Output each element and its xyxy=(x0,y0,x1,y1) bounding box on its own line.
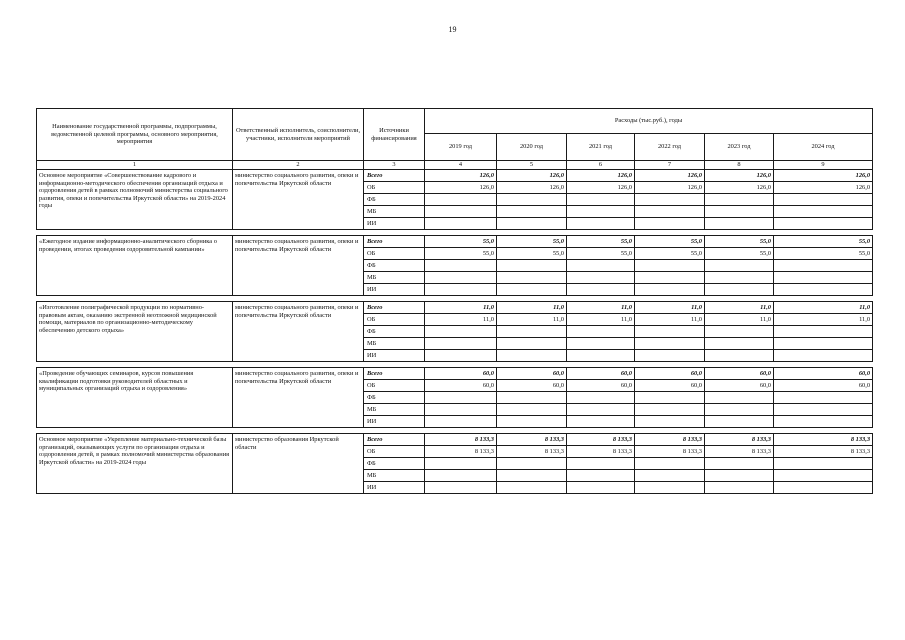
expense-value: 8 133,3 xyxy=(567,434,635,446)
expense-value xyxy=(635,458,705,470)
funding-source: МБ xyxy=(364,470,425,482)
expense-value xyxy=(567,206,635,218)
expense-value xyxy=(567,194,635,206)
header-source: Источники финансирования xyxy=(364,109,425,161)
table-row xyxy=(37,170,873,182)
expense-value xyxy=(497,350,567,362)
funding-source: Всего xyxy=(364,368,425,380)
expense-value xyxy=(567,326,635,338)
column-number: 2 xyxy=(233,161,364,170)
funding-source: МБ xyxy=(364,272,425,284)
expense-value: 60,0 xyxy=(705,368,774,380)
expense-value xyxy=(705,416,774,428)
expense-value xyxy=(635,350,705,362)
expense-value: 60,0 xyxy=(425,368,497,380)
expense-value xyxy=(705,470,774,482)
expense-value xyxy=(497,326,567,338)
expense-value: 126,0 xyxy=(635,182,705,194)
expense-value xyxy=(774,482,873,494)
expense-value: 11,0 xyxy=(774,314,873,326)
expense-value xyxy=(705,260,774,272)
expense-value: 55,0 xyxy=(635,248,705,260)
expense-value xyxy=(705,326,774,338)
funding-source: ОБ xyxy=(364,182,425,194)
expense-value: 11,0 xyxy=(705,314,774,326)
funding-source: Всего xyxy=(364,302,425,314)
column-number: 3 xyxy=(364,161,425,170)
funding-source: МБ xyxy=(364,206,425,218)
expense-value xyxy=(774,350,873,362)
page-number: 19 xyxy=(448,25,457,34)
expense-value: 11,0 xyxy=(567,314,635,326)
funding-source: ОБ xyxy=(364,380,425,392)
expense-value: 8 133,3 xyxy=(635,434,705,446)
expense-value: 126,0 xyxy=(774,170,873,182)
expense-value xyxy=(425,416,497,428)
funding-source: ФБ xyxy=(364,260,425,272)
expense-value xyxy=(567,350,635,362)
funding-source: Всего xyxy=(364,434,425,446)
expense-value xyxy=(635,392,705,404)
expense-value: 8 133,3 xyxy=(425,434,497,446)
expense-value xyxy=(425,260,497,272)
funding-source: ИИ xyxy=(364,350,425,362)
expense-value xyxy=(635,404,705,416)
expense-value: 60,0 xyxy=(497,368,567,380)
expense-value: 8 133,3 xyxy=(497,434,567,446)
expense-value: 126,0 xyxy=(705,182,774,194)
expense-value: 11,0 xyxy=(497,302,567,314)
funding-source: ИИ xyxy=(364,416,425,428)
expense-value: 55,0 xyxy=(567,236,635,248)
expense-value: 126,0 xyxy=(705,170,774,182)
expense-value xyxy=(635,272,705,284)
expense-value: 11,0 xyxy=(425,302,497,314)
expense-value: 8 133,3 xyxy=(774,446,873,458)
expense-value xyxy=(425,326,497,338)
expense-value: 8 133,3 xyxy=(774,434,873,446)
expense-value xyxy=(774,194,873,206)
expense-value xyxy=(635,218,705,230)
expense-value: 126,0 xyxy=(635,170,705,182)
funding-source: ОБ xyxy=(364,248,425,260)
expense-value xyxy=(774,404,873,416)
expense-value xyxy=(497,404,567,416)
expense-value xyxy=(425,194,497,206)
header-name: Наименование государственной программы, подпрограммы, ведомственной целевой программы, основного мероприятия, мероприятия xyxy=(37,109,233,161)
expense-value xyxy=(497,272,567,284)
column-number: 9 xyxy=(774,161,873,170)
expense-value xyxy=(567,392,635,404)
expense-value xyxy=(567,416,635,428)
expense-value xyxy=(497,194,567,206)
expense-value xyxy=(705,350,774,362)
expense-value xyxy=(497,284,567,296)
expense-value xyxy=(497,260,567,272)
table-row xyxy=(37,368,873,380)
funding-source: МБ xyxy=(364,338,425,350)
expense-value: 126,0 xyxy=(567,170,635,182)
expense-value xyxy=(705,338,774,350)
expense-value xyxy=(635,326,705,338)
column-number: 4 xyxy=(425,161,497,170)
expense-value xyxy=(705,218,774,230)
funding-source: Всего xyxy=(364,236,425,248)
expense-value xyxy=(705,482,774,494)
expense-value: 55,0 xyxy=(774,248,873,260)
expense-value xyxy=(425,482,497,494)
expense-value xyxy=(567,260,635,272)
expense-value xyxy=(497,218,567,230)
expense-value xyxy=(497,416,567,428)
activity-executor: министерство социального развития, опеки и попечительства Иркутской области xyxy=(233,368,364,428)
expense-value xyxy=(774,326,873,338)
expense-value: 11,0 xyxy=(705,302,774,314)
expense-value: 55,0 xyxy=(425,248,497,260)
expense-value: 55,0 xyxy=(635,236,705,248)
expense-value xyxy=(635,416,705,428)
expense-value xyxy=(635,482,705,494)
header-year: 2020 год xyxy=(497,134,567,161)
expense-value xyxy=(635,206,705,218)
funding-source: ОБ xyxy=(364,446,425,458)
expense-value xyxy=(567,338,635,350)
expense-value xyxy=(705,284,774,296)
expense-value: 60,0 xyxy=(774,380,873,392)
expense-value xyxy=(705,206,774,218)
expense-value xyxy=(635,284,705,296)
column-number: 1 xyxy=(37,161,233,170)
expense-value: 126,0 xyxy=(774,182,873,194)
expense-value xyxy=(705,404,774,416)
expense-value: 126,0 xyxy=(497,170,567,182)
expense-value: 60,0 xyxy=(567,380,635,392)
expense-value xyxy=(497,206,567,218)
expense-value xyxy=(425,338,497,350)
expense-value: 11,0 xyxy=(497,314,567,326)
header-year: 2022 год xyxy=(635,134,705,161)
funding-source: ФБ xyxy=(364,458,425,470)
expense-value xyxy=(635,194,705,206)
expense-value xyxy=(425,392,497,404)
expense-value xyxy=(425,404,497,416)
expense-value: 60,0 xyxy=(774,368,873,380)
funding-source: ФБ xyxy=(364,392,425,404)
expense-value xyxy=(774,416,873,428)
expense-value xyxy=(705,458,774,470)
expense-value xyxy=(497,470,567,482)
expense-value: 60,0 xyxy=(425,380,497,392)
expense-value: 11,0 xyxy=(635,314,705,326)
expense-value: 8 133,3 xyxy=(705,446,774,458)
expense-value xyxy=(774,218,873,230)
expense-value: 11,0 xyxy=(425,314,497,326)
expense-value xyxy=(635,260,705,272)
expense-value: 55,0 xyxy=(497,248,567,260)
expense-value xyxy=(497,458,567,470)
activity-executor: министерство социального развития, опеки и попечительства Иркутской области xyxy=(233,170,364,230)
activity-executor: министерство образования Иркутской области xyxy=(233,434,364,494)
expense-value xyxy=(705,272,774,284)
expense-value: 8 133,3 xyxy=(705,434,774,446)
expense-value xyxy=(567,482,635,494)
activity-name: Основное мероприятие «Укрепление материально-технической базы организаций, оказывающих услуги по организации отдыха и оздоровления детей, в рамках полномочий министерства образования Иркутской области» на 2019-2024 годы xyxy=(37,434,233,494)
expense-value xyxy=(425,470,497,482)
activity-executor: министерство социального развития, опеки и попечительства Иркутской области xyxy=(233,302,364,362)
table-row xyxy=(37,302,873,314)
expense-value xyxy=(567,272,635,284)
funding-source: ФБ xyxy=(364,326,425,338)
expense-value xyxy=(425,350,497,362)
expense-value: 11,0 xyxy=(635,302,705,314)
expense-value xyxy=(774,206,873,218)
funding-source: ИИ xyxy=(364,218,425,230)
expense-value: 126,0 xyxy=(425,170,497,182)
expense-value xyxy=(774,470,873,482)
activity-name: Основное мероприятие «Совершенствование кадрового и информационно-методического обеспечения организаций отдыха и оздоровления детей в рамках полномочий министерства социального развития, опеки и попечительства Иркутской области» на 2019-2024 годы xyxy=(37,170,233,230)
expense-value xyxy=(567,218,635,230)
expense-value: 55,0 xyxy=(567,248,635,260)
table-row xyxy=(37,236,873,248)
expense-value xyxy=(567,284,635,296)
expense-value xyxy=(497,392,567,404)
expense-value: 11,0 xyxy=(567,302,635,314)
expense-value xyxy=(567,458,635,470)
expense-value xyxy=(425,272,497,284)
expense-value xyxy=(774,284,873,296)
expense-value xyxy=(774,338,873,350)
expense-value xyxy=(635,470,705,482)
expense-value: 8 133,3 xyxy=(497,446,567,458)
expense-value: 8 133,3 xyxy=(567,446,635,458)
expense-value xyxy=(425,284,497,296)
expense-value: 60,0 xyxy=(635,380,705,392)
funding-source: Всего xyxy=(364,170,425,182)
expense-value: 55,0 xyxy=(497,236,567,248)
funding-source: ИИ xyxy=(364,284,425,296)
financing-table xyxy=(36,108,873,494)
funding-source: ФБ xyxy=(364,194,425,206)
expense-value xyxy=(774,392,873,404)
expense-value: 55,0 xyxy=(774,236,873,248)
expense-value: 60,0 xyxy=(497,380,567,392)
funding-source: МБ xyxy=(364,404,425,416)
expense-value: 8 133,3 xyxy=(635,446,705,458)
expense-value: 126,0 xyxy=(425,182,497,194)
header-year: 2023 год xyxy=(705,134,774,161)
expense-value xyxy=(425,218,497,230)
expense-value: 8 133,3 xyxy=(425,446,497,458)
expense-value: 126,0 xyxy=(497,182,567,194)
expense-value xyxy=(425,206,497,218)
activity-name: «Проведение обучающих семинаров, курсов повышения квалификации подготовки руководителей областных и муниципальных организаций отдыха и оздоровления» xyxy=(37,368,233,428)
expense-value: 55,0 xyxy=(705,248,774,260)
expense-value xyxy=(635,338,705,350)
header-year: 2019 год xyxy=(425,134,497,161)
column-number: 6 xyxy=(567,161,635,170)
expense-value xyxy=(497,338,567,350)
expense-value: 126,0 xyxy=(567,182,635,194)
expense-value xyxy=(567,404,635,416)
funding-source: ОБ xyxy=(364,314,425,326)
expense-value xyxy=(567,470,635,482)
expense-value: 55,0 xyxy=(425,236,497,248)
header-year: 2024 год xyxy=(774,134,873,161)
activity-name: «Ежегодное издание информационно-аналитического сборника о проведении, итогах проведения оздоровительной кампании» xyxy=(37,236,233,296)
expense-value: 60,0 xyxy=(567,368,635,380)
expense-value: 60,0 xyxy=(635,368,705,380)
column-number: 7 xyxy=(635,161,705,170)
expense-value xyxy=(774,272,873,284)
activity-executor: министерство социального развития, опеки и попечительства Иркутской области xyxy=(233,236,364,296)
column-number: 8 xyxy=(705,161,774,170)
funding-source: ИИ xyxy=(364,482,425,494)
expense-value xyxy=(774,260,873,272)
header-executor: Ответственный исполнитель, соисполнители, участники, исполнители мероприятий xyxy=(233,109,364,161)
expense-value xyxy=(425,458,497,470)
expense-value xyxy=(774,458,873,470)
header-expenses: Расходы (тыс.руб.), годы xyxy=(425,109,873,134)
expense-value xyxy=(705,392,774,404)
activity-name: «Изготовление полиграфической продукции по нормативно-правовым актам, оказанию экстренной неотложной медицинской помощи, материалов по организационно-методическому обеспечению детского отдыха» xyxy=(37,302,233,362)
expense-value: 11,0 xyxy=(774,302,873,314)
table-row xyxy=(37,434,873,446)
header-year: 2021 год xyxy=(567,134,635,161)
expense-value xyxy=(705,194,774,206)
expense-value xyxy=(497,482,567,494)
expense-value: 55,0 xyxy=(705,236,774,248)
column-number: 5 xyxy=(497,161,567,170)
expense-value: 60,0 xyxy=(705,380,774,392)
